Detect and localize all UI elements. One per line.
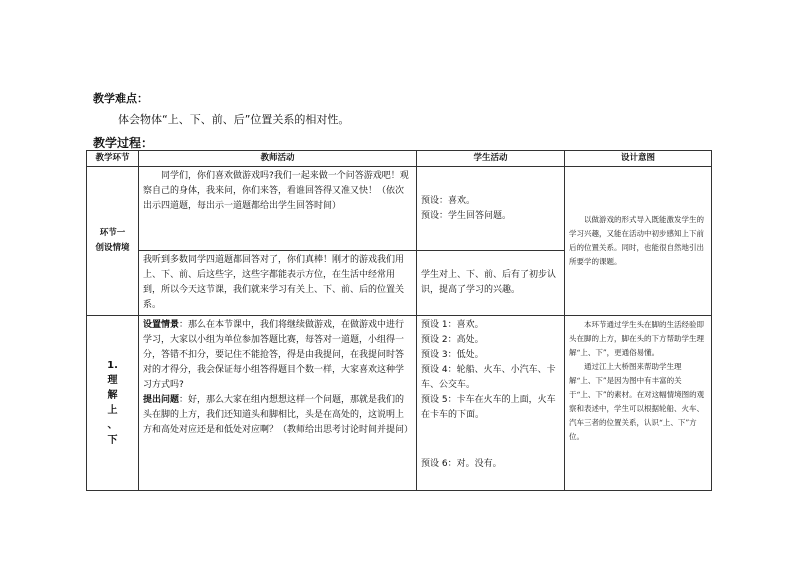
setting-text: ：那么在本节课中，我们将继续做游戏，在做游戏中进行学习，大家以小组为单位参加答题比赛，每答对一道题，小组得一分，答错不扣分，要记住不能抢答，得是由我提问，在我提问时答对的才得分，我会保证每小组答得题目个数一样，大家喜欢这种学习方式吗? — [143, 320, 405, 390]
stage2-char: 解 — [107, 390, 118, 401]
stage2-cell — [87, 316, 139, 491]
stage2-num: 1. — [107, 360, 118, 371]
header-student: 学生活动 — [417, 151, 565, 167]
stage1-teacher-1: 同学们，你们喜欢做游戏吗?我们一起来做一个问答游戏吧！观察自己的身体，我来问，你们来答，看谁回答得又准又快！（依次出示四道题，每出示一道题都给出学生回答时间） — [139, 167, 417, 251]
stage2-teacher-p1 — [143, 318, 412, 393]
stage2-char: 上 — [107, 405, 118, 416]
stage2-char: 下 — [107, 435, 118, 446]
stage2-student-item: 预设 2：高处。 — [421, 335, 484, 345]
stage1-student-1-item: 预设：喜欢。 — [421, 195, 476, 206]
stage1-design: 以做游戏的形式导入既能激发学生的学习兴趣，又能在活动中初步感知上下前后的位置关系。同时，也能很自然地引出所要学的课题。 — [565, 167, 712, 316]
stage2-design — [565, 316, 712, 491]
stage1-student-1 — [417, 167, 565, 251]
difficulty-heading: 教学难点： — [93, 92, 148, 105]
header-stage: 教学环节 — [87, 151, 139, 167]
stage2-student — [417, 316, 565, 491]
stage1-teacher-2: 我听到多数同学四道题都回答对了，你们真棒！刚才的游戏我们用上、下、前、后这些字，这些字都能表示方位，在生活中经常用到，所以今天这节课，我们就来学习有关上、下、前、后的位置关系。 — [139, 251, 417, 316]
question-label: 提出问题 — [143, 395, 180, 405]
difficulty-text: 体会物体“上、下、前、后”位置关系的相对性。 — [118, 113, 350, 126]
setting-label: 设置情景 — [143, 320, 180, 330]
stage1-label-line2: 创设情境 — [95, 243, 130, 253]
table-header-row — [87, 151, 712, 167]
table-row — [87, 316, 712, 491]
stage2-student-item: 预设 1：喜欢。 — [421, 320, 484, 330]
stage2-teacher-p2 — [143, 393, 412, 438]
stage2-char: 理 — [107, 375, 118, 386]
stage2-teacher — [139, 316, 417, 491]
header-teacher: 教师活动 — [139, 151, 417, 167]
table-row — [87, 167, 712, 251]
stage2-char: 、 — [107, 420, 118, 431]
question-text: ：好，那么大家在组内想想这样一个问题，那就是我们的头在脚的上方，我们还知道头和脚相比，头是在高处的，这说明上方和高处对应还是和低处对应啊？（教师给出思考讨论时间并提问） — [143, 395, 414, 435]
stage1-label-line1: 环节一 — [99, 228, 126, 238]
stage1-student-2: 学生对上、下、前、后有了初步认识，提高了学习的兴趣。 — [417, 251, 565, 316]
stage1-cell — [87, 167, 139, 316]
stage2-student-item: 预设 5：卡车在火车的上面，火车在卡车的下面。 — [421, 395, 556, 420]
stage2-student-item: 预设 4：轮船、火车、小汽车、卡车、公交车。 — [421, 365, 556, 390]
lesson-table — [86, 150, 712, 491]
stage2-design-p2: 通过江上大桥图来帮助学生理解“上、下”是因为图中有丰富的关于“上、下”的素材。在对这幅情境图的观察和表述中，学生可以根据轮船、火车、汽车三者的位置关系，认识“上、下”方位。 — [569, 362, 705, 441]
stage2-student-last: 预设 6：对。没有。 — [421, 459, 502, 469]
stage1-student-1-item: 预设：学生回答问题。 — [421, 210, 512, 221]
process-heading: 教学过程： — [93, 136, 154, 150]
header-design: 设计意图 — [565, 151, 712, 167]
stage2-student-item: 预设 3：低处。 — [421, 350, 484, 360]
stage2-design-p1: 本环节通过学生头在脚的生活经验即头在脚的上方，脚在头的下方帮助学生理解“上、下”，更通俗易懂。 — [569, 320, 704, 357]
